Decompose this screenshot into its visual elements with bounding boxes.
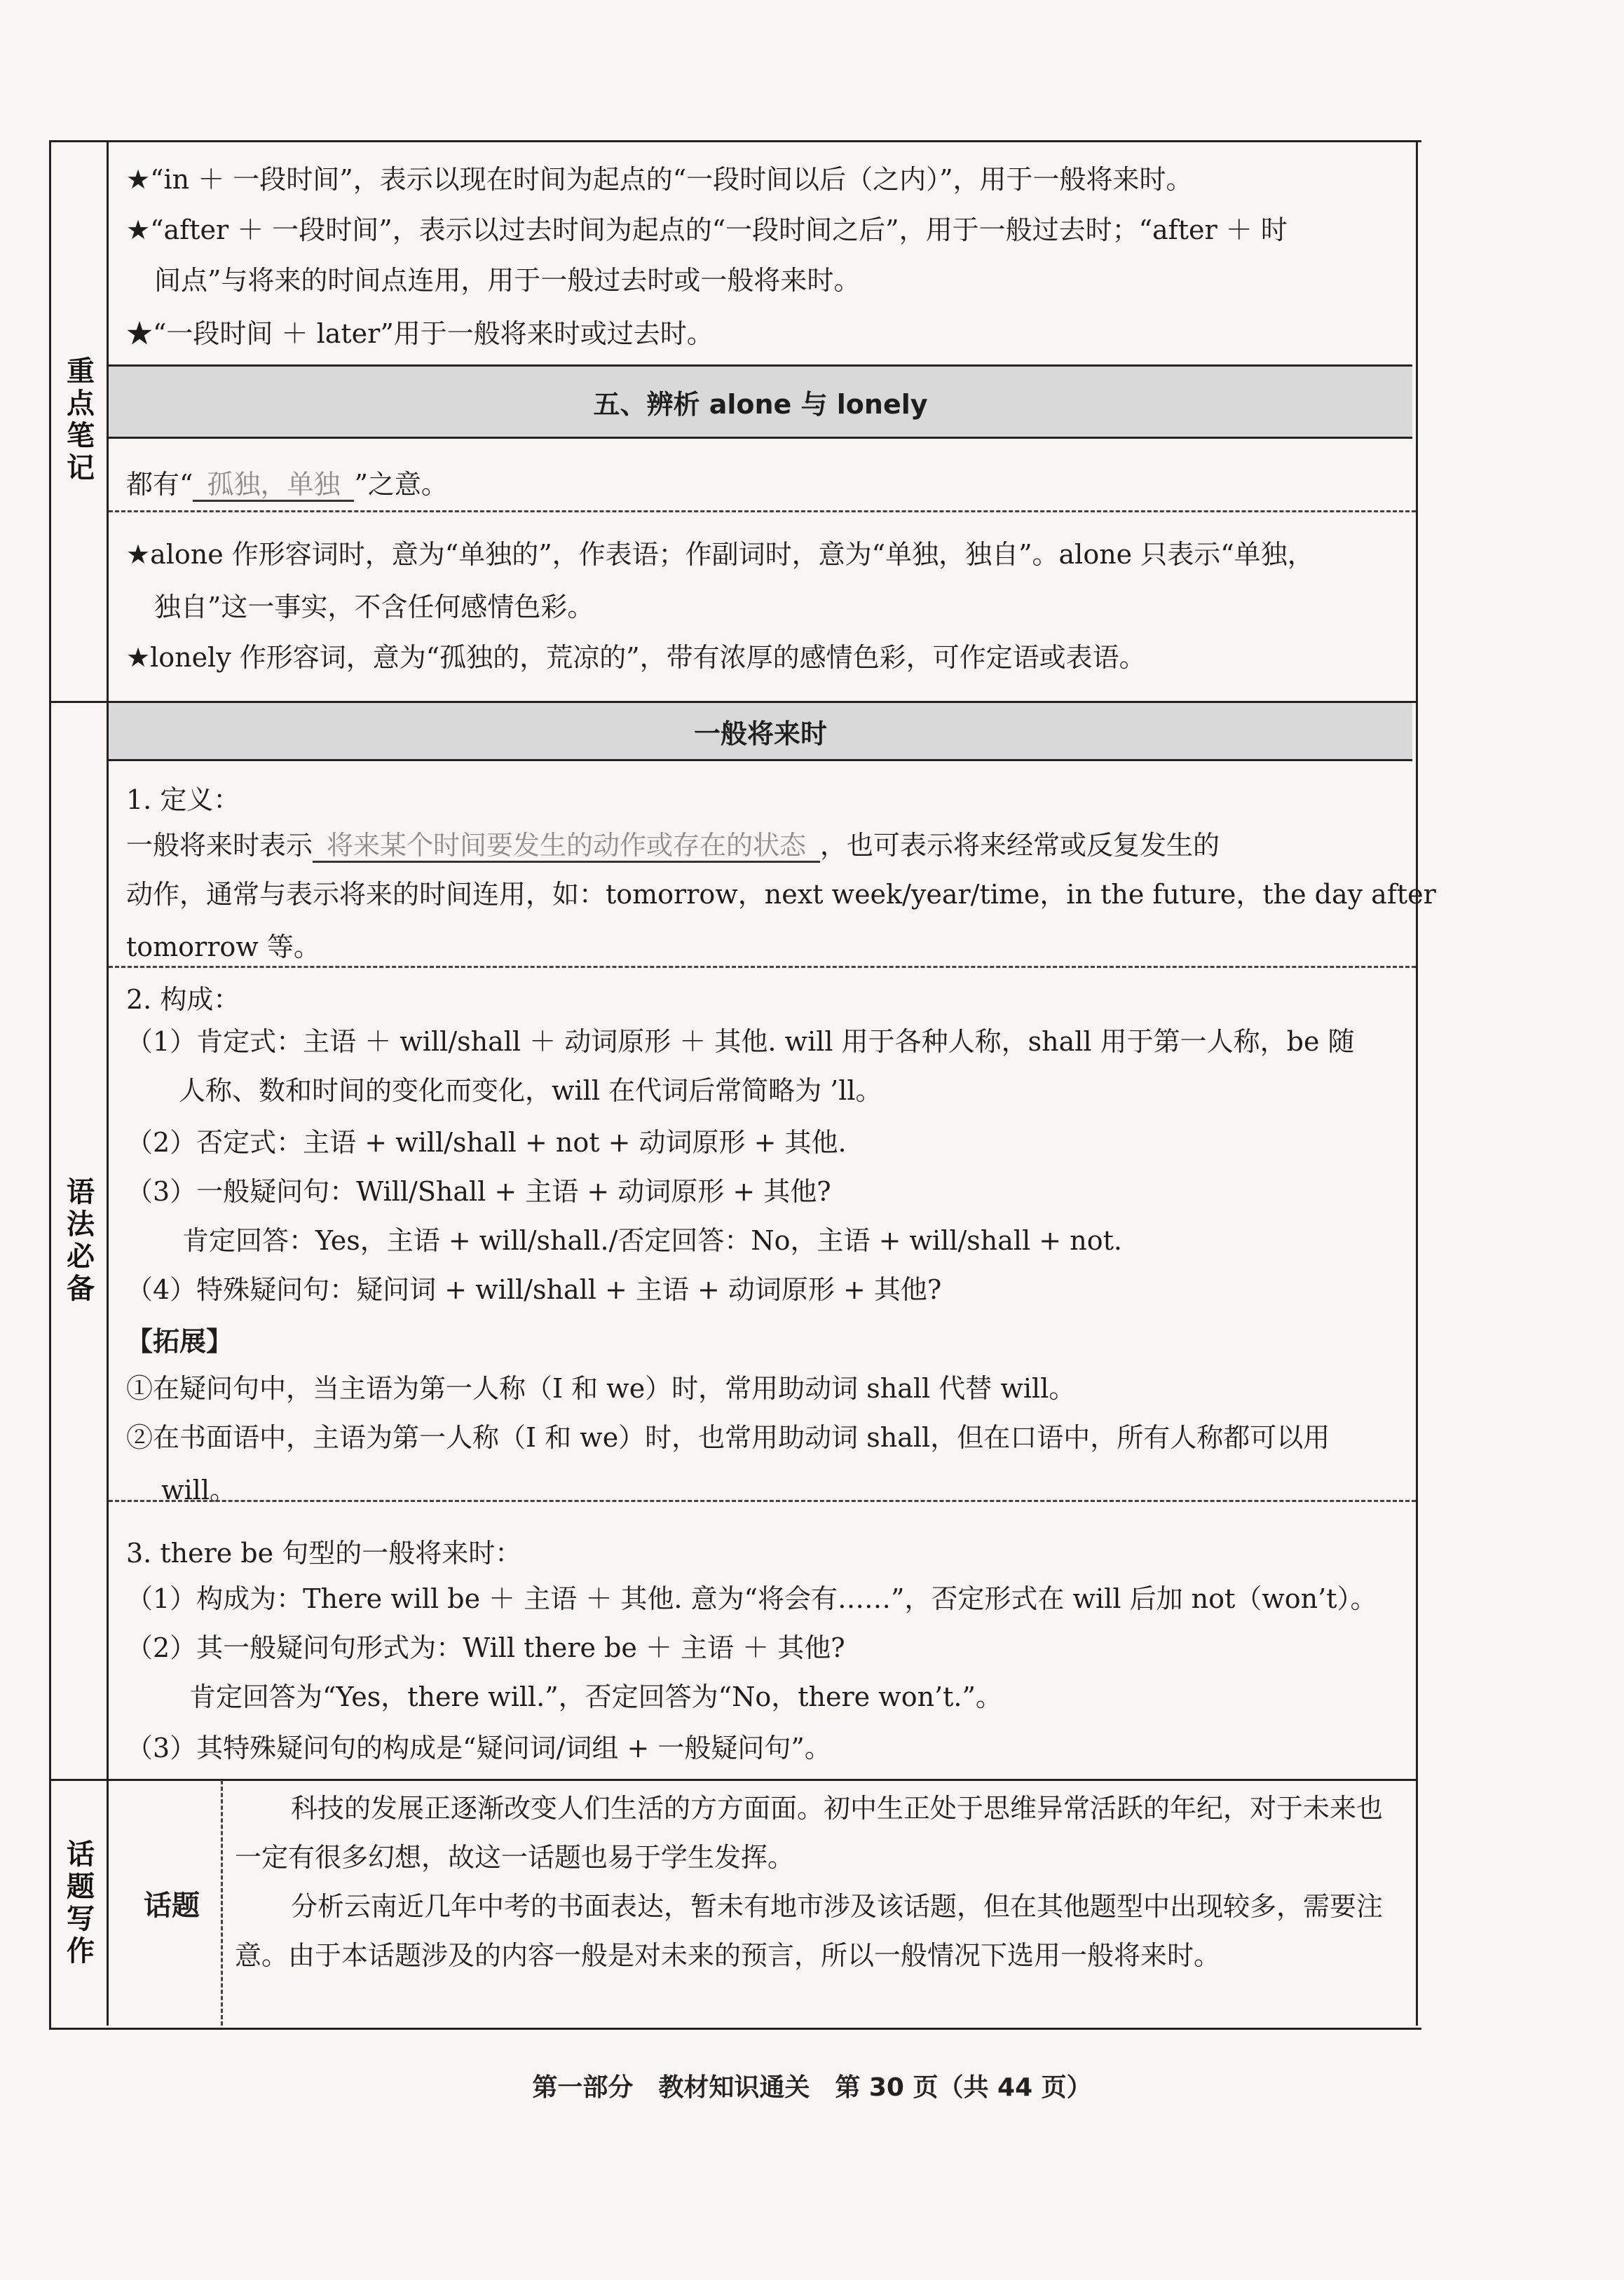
answer-fill: 将来某个时间要发生的动作或存在的状态 <box>313 830 820 863</box>
there-be-3: （3）其特殊疑问句的构成是“疑问词/词组 + 一般疑问句”。 <box>126 1733 831 1763</box>
time-rule-in: ★“in ＋ 一段时间”，表示以现在时间为起点的“一段时间以后（之内）”，用于一般将来时。 <box>126 164 1193 195</box>
there-be-head: 3. there be 句型的一般将来时： <box>126 1538 522 1569</box>
definition-head: 1. 定义： <box>126 784 240 815</box>
time-rule-after-cont: 间点”与将来的时间点连用，用于一般过去时或一般将来时。 <box>154 265 861 296</box>
there-be-answers: 肯定回答为“Yes，there will.”，否定回答为“No，there won’t.”。 <box>189 1681 1002 1712</box>
dashed-divider <box>109 1500 1416 1502</box>
form-affirmative-cont: 人称、数和时间的变化而变化，will 在代词后常简略为 ’ll。 <box>179 1075 882 1106</box>
answer-fill: 孤独，单独 <box>193 469 354 502</box>
form-negative: （2）否定式：主语 + will/shall + not + 动词原形 + 其他. <box>126 1127 847 1158</box>
definition-line-3: tomorrow 等。 <box>126 931 320 962</box>
topic-paragraph-2: 分析云南近几年中考的书面表达，暂未有地市涉及该话题，但在其他题型中出现较多，需要注意。由于本话题涉及的内容一般是对未来的预言，所以一般情况下选用一般将来时。 <box>235 1891 1384 1971</box>
meaning-line: 都有“ 孤独，单独 ”之意。 <box>126 466 448 503</box>
time-rule-after: ★“after ＋ 一段时间”，表示以过去时间为起点的“一段时间之后”，用于一般过去时；“after ＋ 时 <box>126 214 1288 245</box>
extension-2-cont: will。 <box>161 1475 236 1506</box>
section-divider <box>49 1779 1416 1781</box>
sidebar-notes: 重点笔记 <box>62 356 95 485</box>
form-affirmative: （1）肯定式：主语 ＋ will/shall ＋ 动词原形 ＋ 其他. will 用于各种人称，shall 用于第一人称，be 随 <box>126 1026 1355 1057</box>
form-answers: 肯定回答：Yes，主语 + will/shall./否定回答：No，主语 + will/shall + not. <box>182 1225 1122 1256</box>
topic-label: 话题 <box>144 1889 200 1922</box>
section-heading: 五、辨析 alone 与 lonely <box>109 364 1412 439</box>
page-footer: 第一部分 教材知识通关 第 30 页（共 44 页） <box>532 2073 1092 2102</box>
time-rule-later: ★“一段时间 ＋ later”用于一般将来时或过去时。 <box>126 318 714 349</box>
extension-1: ①在疑问句中，当主语为第一人称（I 和 we）时，常用助动词 shall 代替 will。 <box>126 1373 1076 1404</box>
definition-line: 一般将来时表示 将来某个时间要发生的动作或存在的状态 ，也可表示将来经常或反复发生的 <box>126 827 1220 863</box>
extension-2: ②在书面语中，主语为第一人称（I 和 we）时，也常用助动词 shall，但在口语中，所有人称都可以用 <box>126 1422 1330 1453</box>
sidebar-writing: 话题写作 <box>62 1839 95 1968</box>
form-head: 2. 构成： <box>126 984 240 1015</box>
there-be-2: （2）其一般疑问句形式为：Will there be ＋ 主语 ＋ 其他? <box>126 1632 845 1663</box>
dashed-divider <box>109 510 1416 512</box>
alone-note-cont: 独自”这一事实，不含任何感情色彩。 <box>154 592 594 622</box>
lonely-note: ★lonely 作形容词，意为“孤独的，荒凉的”，带有浓厚的感情色彩，可作定语或表语。 <box>126 642 1146 673</box>
form-wh-question: （4）特殊疑问句：疑问词 + will/shall + 主语 + 动词原形 + 其他? <box>126 1274 942 1305</box>
sidebar-grammar: 语法必备 <box>62 1176 95 1306</box>
topic-paragraph-1: 科技的发展正逐渐改变人们生活的方方面面。初中生正处于思维异常活跃的年纪，对于未来也一定有很多幻想，故这一话题也易于学生发挥。 <box>235 1793 1384 1873</box>
grammar-heading: 一般将来时 <box>109 701 1412 761</box>
dashed-divider <box>109 966 1416 968</box>
alone-note: ★alone 作形容词时，意为“单独的”，作表语；作副词时，意为“单独，独自”。alone 只表示“单独， <box>126 539 1314 570</box>
definition-line-2: 动作，通常与表示将来的时间连用，如：tomorrow，next week/year/time，in the future，the day after <box>126 879 1436 910</box>
form-question: （3）一般疑问句：Will/Shall + 主语 + 动词原形 + 其他? <box>126 1176 831 1207</box>
there-be-1: （1）构成为：There will be ＋ 主语 ＋ 其他. 意为“将会有……”，否定形式在 will 后加 not（won’t）。 <box>126 1583 1377 1614</box>
dashed-divider <box>221 1780 223 2026</box>
extension-head: 【拓展】 <box>126 1326 233 1357</box>
